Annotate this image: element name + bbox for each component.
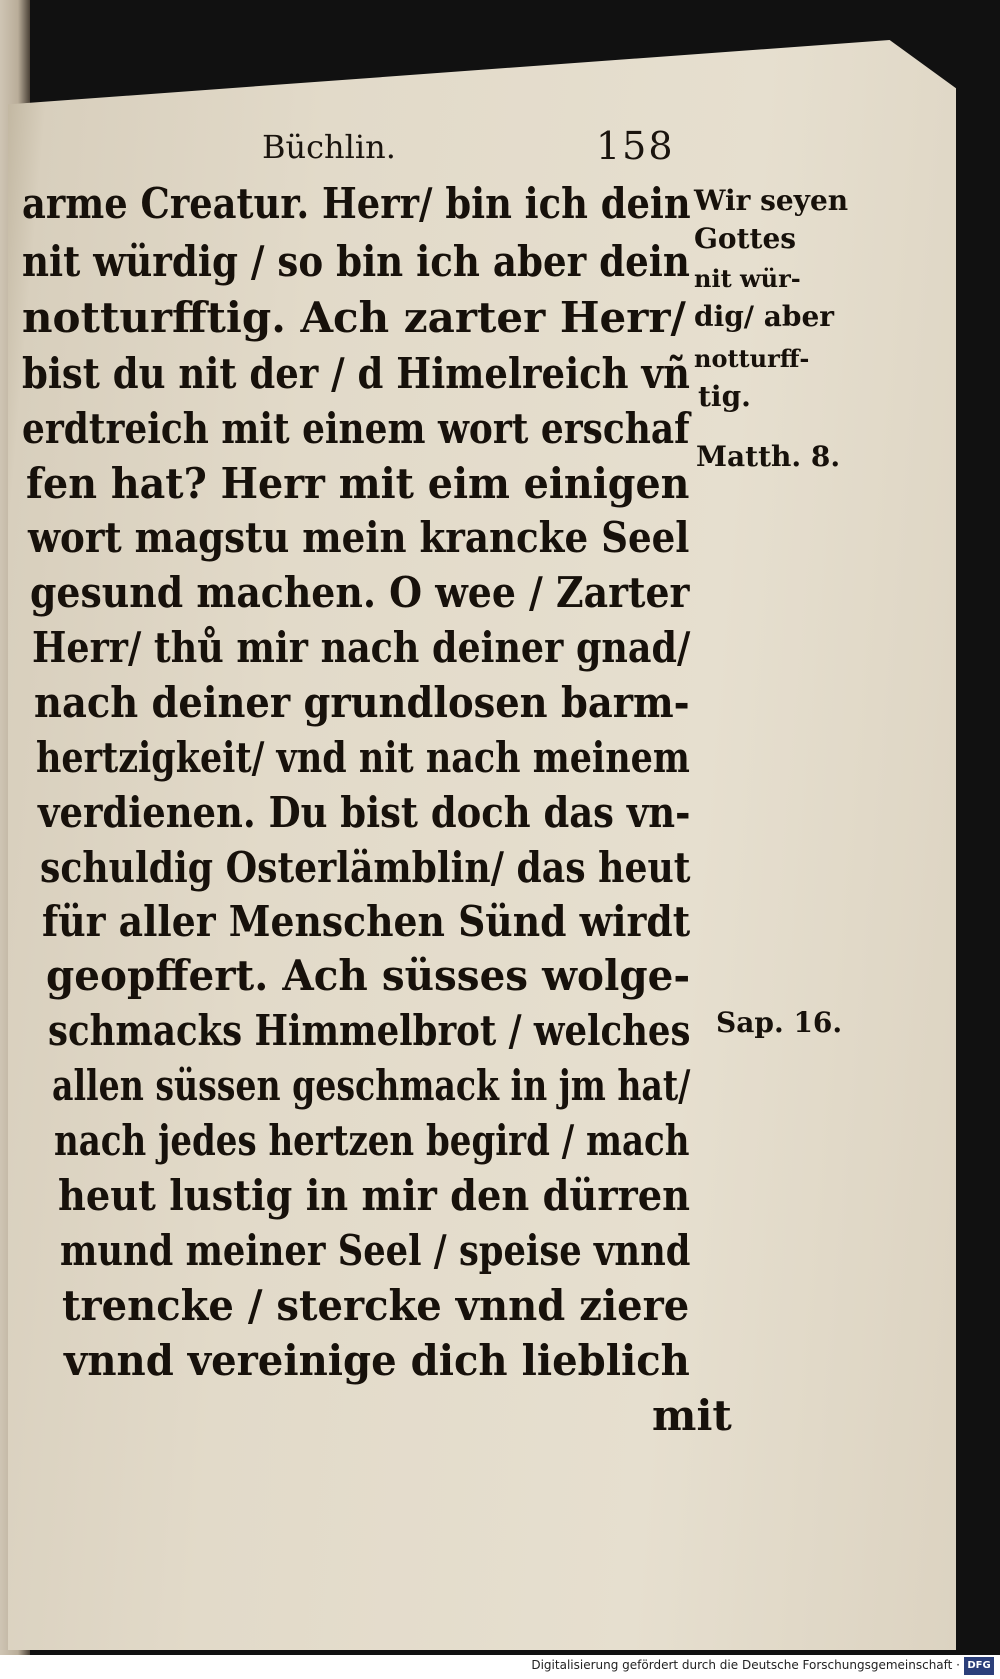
margin-note: tig. <box>698 380 751 413</box>
text-line: verdienen. Du bist doch das vn‑ <box>38 788 691 837</box>
margin-note: Gottes <box>694 222 797 255</box>
text-line: nach deiner grundlosen barm‑ <box>34 678 690 727</box>
text-line: schmacks Himmelbrot / welches <box>48 1006 691 1055</box>
text-line: für aller Menschen Sünd wirdt <box>42 897 691 946</box>
text-line: wort magstu mein krancke Seel <box>28 513 690 562</box>
text-line: notturfftig. Ach zarter Herr/ <box>22 293 686 342</box>
text-line: trencke / stercke vnnd ziere <box>62 1281 690 1330</box>
funding-credit: Digitalisierung gefördert durch die Deutsche Forschungsgemeinschaft · <box>531 1658 960 1672</box>
text-line: gesund machen. O wee / Zarter <box>30 568 690 617</box>
text-line: nit würdig / so bin ich aber dein <box>22 237 690 286</box>
text-line: Herr/ thů mir nach deiner gnad/ <box>32 623 691 672</box>
digitization-footer <box>0 1655 1000 1679</box>
margin-note: dig/ aber <box>694 300 835 333</box>
text-line: vnnd vereinige dich lieblich <box>64 1336 690 1385</box>
page-number: 158 <box>596 124 675 168</box>
text-line: nach jedes hertzen begird / mach <box>54 1116 690 1165</box>
margin-note: nit wür‑ <box>694 264 801 293</box>
text-line: allen süssen geschmack in jm hat/ <box>52 1061 691 1110</box>
dfg-logo: DFG <box>964 1657 994 1675</box>
margin-note: notturff‑ <box>694 344 810 373</box>
text-line: mund meiner Seel / speise vnnd <box>60 1226 691 1275</box>
text-line: arme Creatur. Herr/ bin ich dein <box>22 179 691 228</box>
margin-note: Sap. 16. <box>716 1006 843 1039</box>
catchword: mit <box>652 1391 732 1440</box>
margin-note: Matth. 8. <box>696 440 841 473</box>
running-title: Büchlin. <box>262 128 396 166</box>
margin-note: Wir seyen <box>694 184 849 217</box>
text-line: hertzigkeit/ vnd nit nach meinem <box>36 733 690 782</box>
text-line: heut lustig in mir den dürren <box>58 1171 691 1220</box>
text-line: geopffert. Ach süsses wolge‑ <box>46 951 691 1000</box>
text-line: erdtreich mit einem wort erschaf <box>22 404 690 453</box>
text-line: fen hat? Herr mit eim einigen <box>26 459 690 508</box>
text-line: bist du nit der / d Himelreich vñ <box>22 349 690 398</box>
text-line: schuldig Osterlämblin/ das heut <box>40 843 691 892</box>
